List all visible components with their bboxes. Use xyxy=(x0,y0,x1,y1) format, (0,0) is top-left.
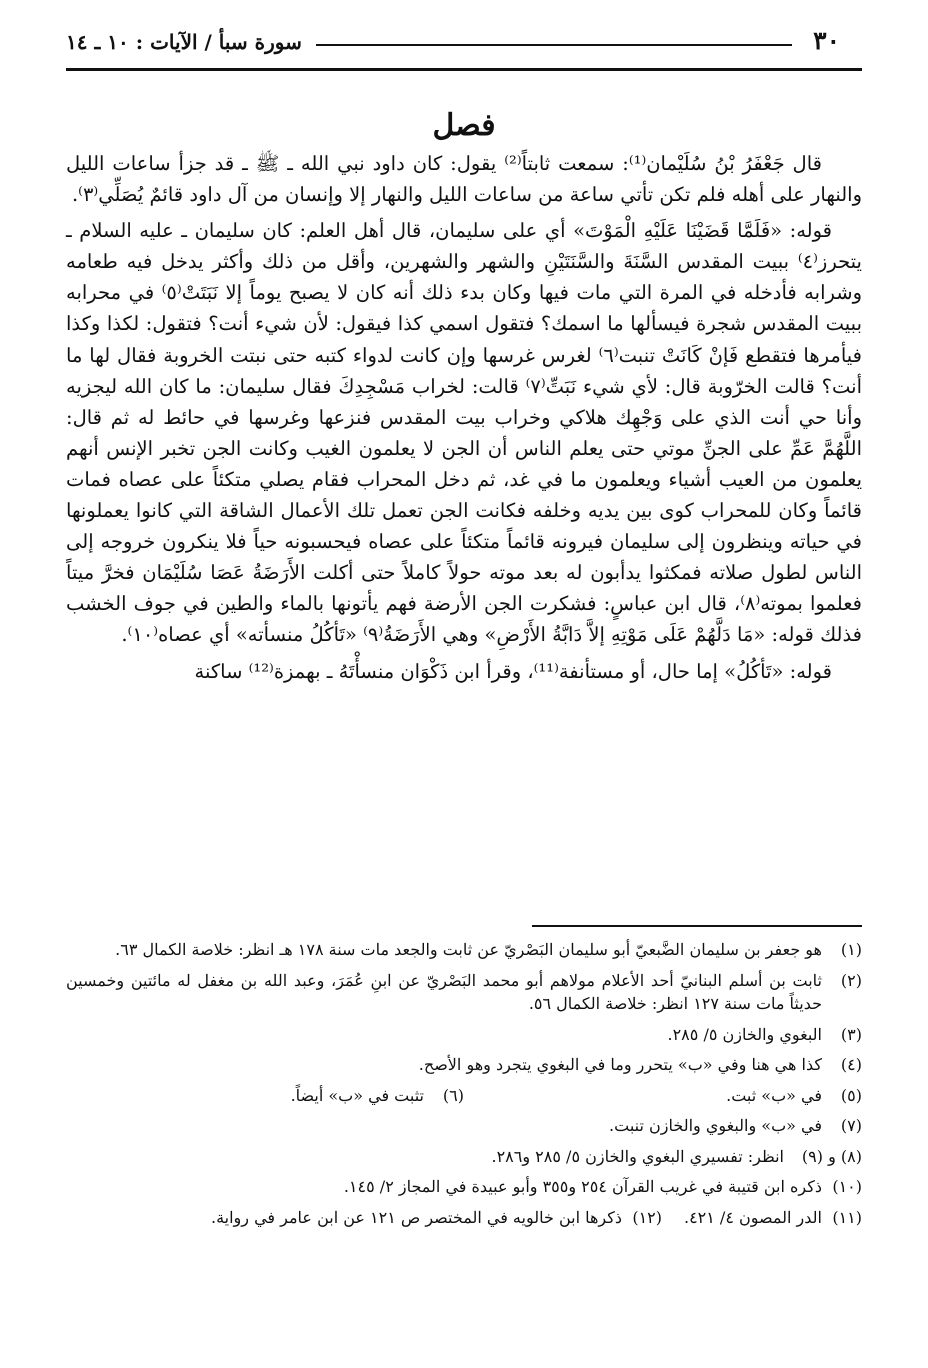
header-rule xyxy=(66,68,862,71)
footnote-number: (٥) xyxy=(840,1085,862,1105)
page-number: ٣٠ xyxy=(813,26,840,55)
footnote-text: كذا هي هنا وفي «ب» يتحرر وما في البغوي يتجرد وهو الأصح. xyxy=(418,1055,822,1074)
footnote-separator xyxy=(532,925,862,927)
footnote-number: (٧) xyxy=(840,1116,862,1135)
footnote-number: (١٠) xyxy=(832,1177,862,1196)
footnote-text: في «ب» ثبت. xyxy=(726,1085,822,1105)
footnote-text: هو جعفر بن سليمان الضَّبعيّ أبو سليمان البَصْريّ عن ثابت والجعد مات سنة ١٧٨ هـ انظر: خلاصة الكمال ٦٣. xyxy=(115,940,822,959)
footnote-number: (٢) xyxy=(840,970,862,990)
footnote-number: (١١) xyxy=(832,1207,862,1227)
main-text xyxy=(66,148,862,692)
header-dash-line xyxy=(316,44,792,46)
footnote-text: ذكره ابن قتيبة في غريب القرآن ٢٥٤ و٣٥٥ وأبو عبيدة في المجاز ٢/ ١٤٥. xyxy=(343,1177,822,1196)
paragraph: قال جَعْفَرُ بْنُ سُلَيْمان⁽¹⁾: سمعت ثابتاً⁽²⁾ يقول: كان داود نبي الله ـ ﷺ ـ قد جزأ ساعات الليل والنهار على أهله فلم تكن تأتي ساعة من ساعات الليل والنهار إلا وإنسان من آل داود قائمٌ يُصَلِّي⁽٣⁾. xyxy=(66,152,862,207)
page-header xyxy=(66,26,862,62)
running-title: سورة سبأ / الآيات : ١٠ ـ ١٤ xyxy=(66,30,302,54)
footnote-number: (١) xyxy=(840,940,862,959)
footnote-pair xyxy=(66,1084,862,1108)
footnote xyxy=(66,938,862,962)
footnote-text: ذكرها ابن خالويه في المختصر ص ١٢١ عن ابن عامر في رواية. xyxy=(210,1207,622,1227)
footnote-number: (٦) xyxy=(442,1085,464,1105)
footnote-pair xyxy=(66,1206,862,1230)
footnote-text: تثبت في «ب» أيضاً. xyxy=(290,1085,424,1105)
footnote-number: (٤) xyxy=(840,1055,862,1074)
paragraph: قوله: «تَأكُلُ» إما حال، أو مستأنفة⁽¹¹⁾، وقرأ ابن ذَكْوَان منسأْتَهُ ـ بهمزة⁽¹²⁾ ساكنة xyxy=(194,659,832,683)
footnote-text: الدر المصون ٤/ ٤٢١. xyxy=(683,1207,822,1227)
footnotes xyxy=(66,938,862,1236)
footnote xyxy=(66,1023,862,1047)
footnote xyxy=(66,1145,862,1169)
paragraph: قوله: «فَلَمَّا قَضَيْنَا عَلَيْهِ الْمَوْتَ» أي على سليمان، قال أهل العلم: كان سليمان ـ عليه السلام ـ يتحرز⁽٤⁾ ببيت المقدس السَّنَةَ والسَّنَتَيْنِ والشهر والشهرين، وأقل من ذلك وأكثر يدخل فيه طعامه وشرابه فأدخله في المرة التي مات فيها وكان بدء ذلك أنه كان لا يصبح يوماً إلا نَبَتَتْ⁽٥⁾ في محرابه ببيت المقدس شجرة فيسألها ما اسمك؟ فتقول اسمي كذا فيقول: لأن شيء أنت؟ فتقول: لكذا وكذا فيأمرها فتقطع فَإنْ كَانَتْ تنبت⁽٦⁾ لغرس غرسها وإن كانت لدواء كتبه حتى نبتت الخروبة فقال لها ما أنت؟ قالت الخرّوبة قال: لأي شيء نَبَتِّ⁽٧⁾ قالت: لخراب مَسْجِدِكَ فقال سليمان: ما كان الله ليجزيه وأنا حي أنت الذي على وَجْهِك هلاكي وخراب بيت المقدس فنزعها وغرسها في حائط له ثم قال: اللَّهُمَّ عَمِّ على الجنِّ موتي حتى يعلم الناس أن الجن لا يعلمون الغيب وكانت الجن تخبر الإنس أنهم يعلمون من العيب أشياء ويعلمون ما في غد، ثم دخل المحراب فقام يصلي متكئاً على عصاه فمات قائماً وكان للمحراب كوى بين يديه وخلفه فكانت الجن تعمل تلك الأعمال الشاقة التي كانوا يعملونها في حياته وينظرون إلى سليمان فيرونه قائماً متكئاً على عصاه فيحسبونه حياً فلا ينكرون خروجه إلى الناس لطول صلاته فمكثوا يدأبون له بعد موته حولاً كاملاً حتى أكلت الأَرَضَةُ عَصَا سُلَيْمَان فخرَّ ميتاً فعلموا بموته⁽٨⁾، قال ابن عباسٍ: فشكرت الجن الأرضة فهم يأتونها بالماء والطين في جوف الخشب فذلك قوله: «مَا دَلَّهُمْ عَلَى مَوْتِهِ إلاَّ دَابَّةُ الأَرْضِ» وهي الأَرَضَةُ⁽٩⁾ «تَأكُلُ منسأته» أي عصاه⁽١٠⁾. xyxy=(66,219,862,647)
footnote xyxy=(66,969,862,1016)
section-title: فصل xyxy=(432,108,496,143)
footnote-text: ثابت بن أسلم البنانيّ أحد الأعلام مولاهم أبو محمد البَصْريّ عن ابنِ عُمَرَ، وعبد الله بن مغفل له مائتين وخمسين حديثاً مات سنة ١٢٧ انظر: خلاصة الكمال ٥٦. xyxy=(66,970,823,1013)
footnote-text: البغوي والخازن ٥/ ٢٨٥. xyxy=(667,1024,822,1044)
footnote xyxy=(66,1175,862,1199)
footnote xyxy=(66,1053,862,1077)
footnote-number: (٣) xyxy=(840,1024,862,1044)
footnote-text: في «ب» والبغوي والخازن تنبت. xyxy=(609,1116,822,1135)
footnote xyxy=(66,1114,862,1138)
footnote-number: (١٢) xyxy=(632,1207,662,1227)
footnote-number: (٨) و (٩) xyxy=(801,1146,862,1166)
footnote-text: انظر: تفسيري البغوي والخازن ٥/ ٢٨٥ و٢٨٦. xyxy=(491,1146,784,1166)
